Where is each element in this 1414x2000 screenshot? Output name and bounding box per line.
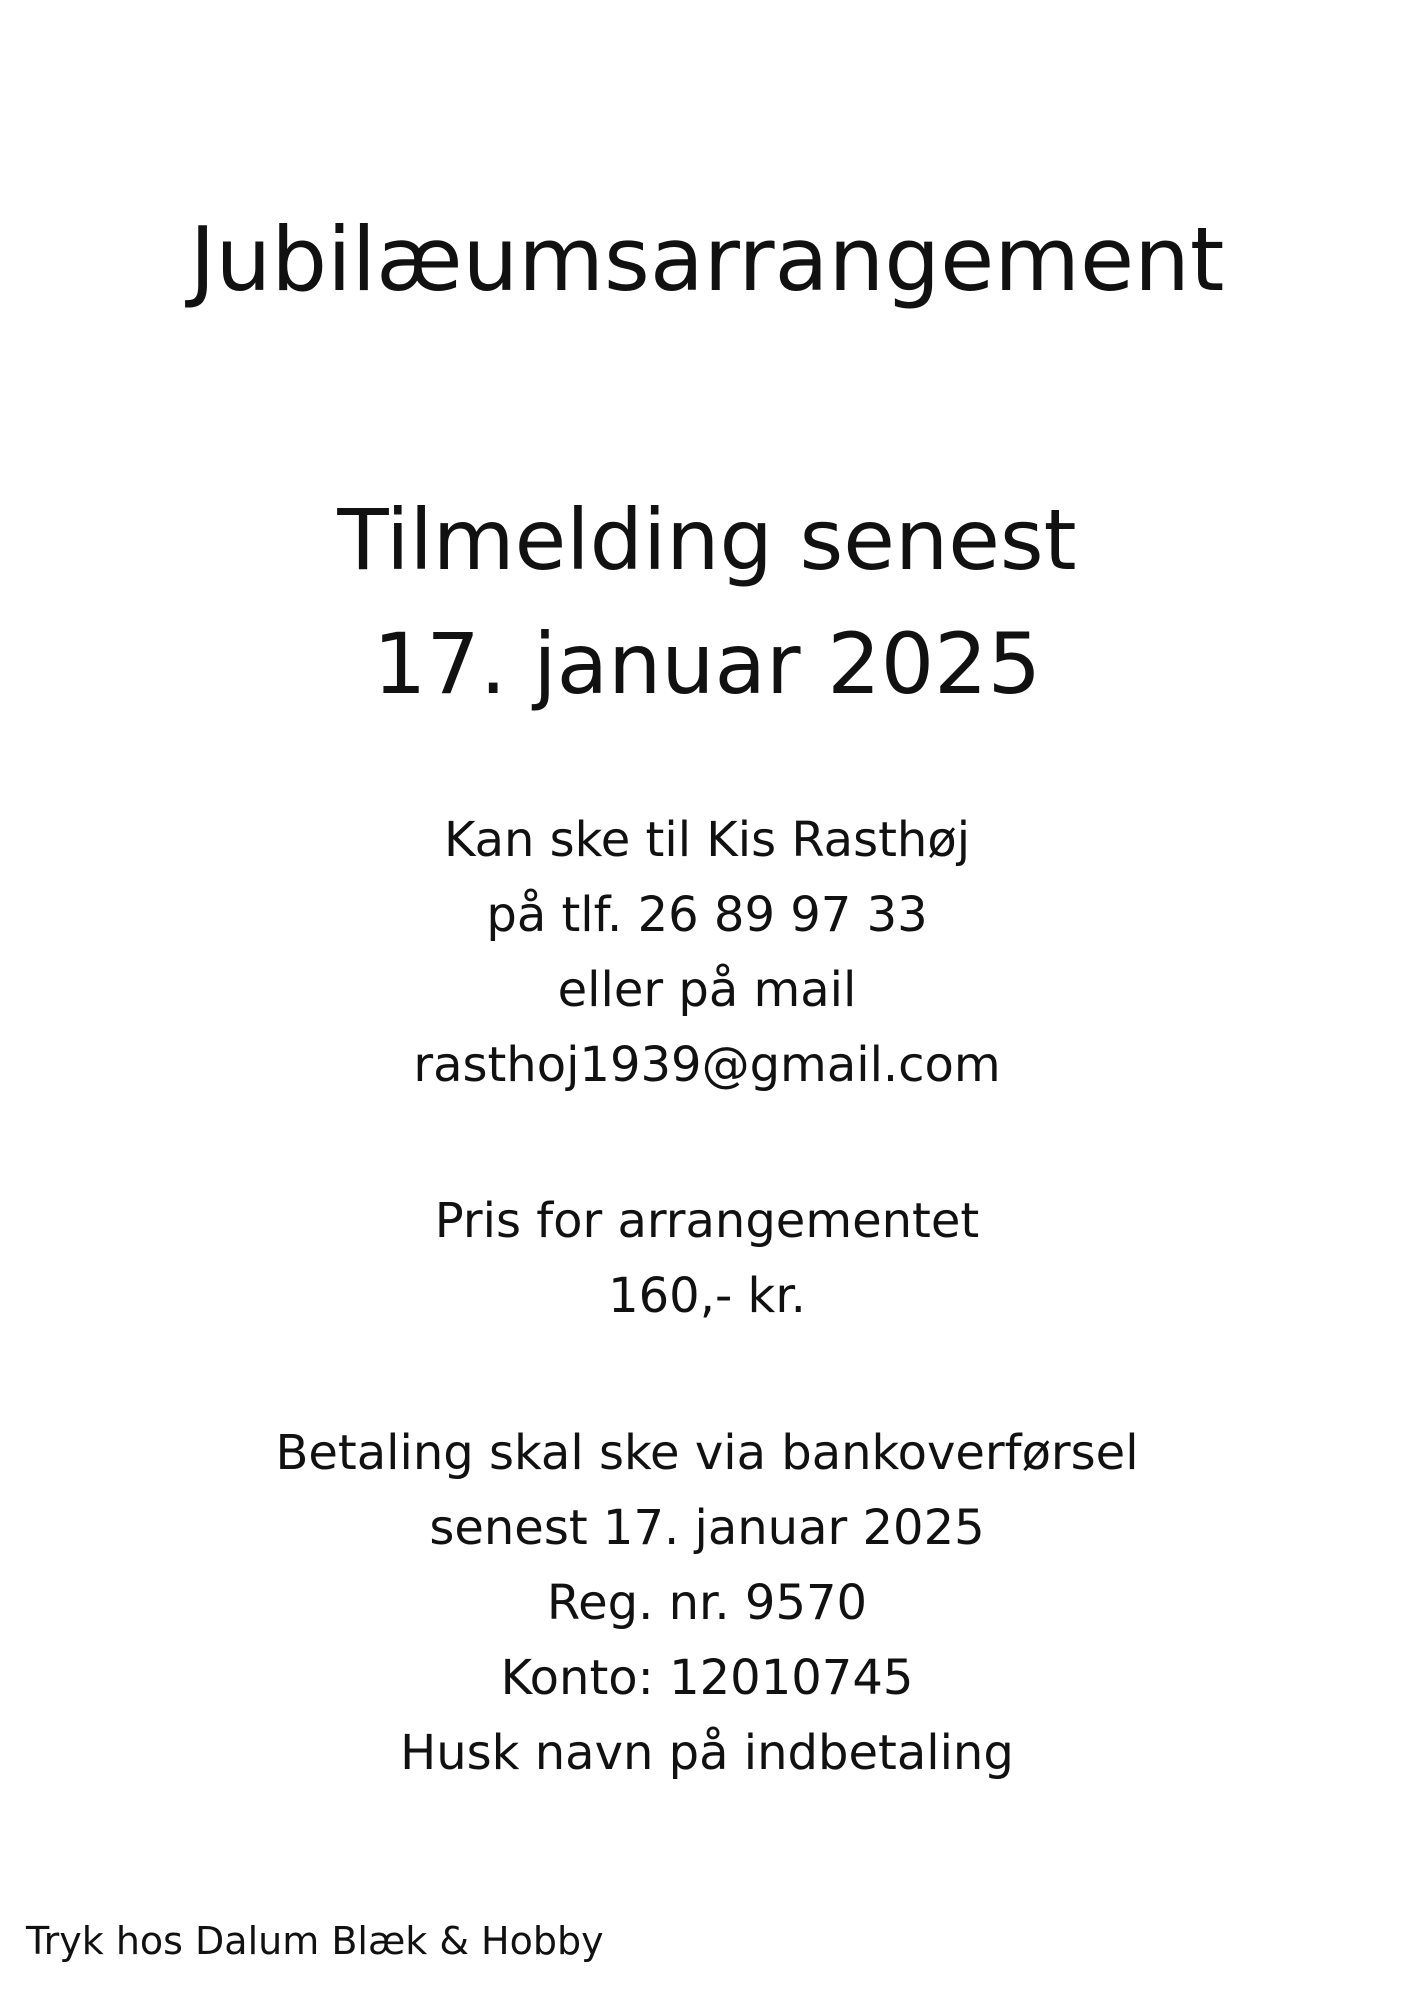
printer-credit: Tryk hos Dalum Blæk & Hobby [26,1919,604,1963]
page-title: Jubilæumsarrangement [189,208,1225,311]
price-amount: 160,- kr. [608,1268,806,1324]
payment-account: Konto: 12010745 [500,1650,914,1706]
payment-deadline: senest 17. januar 2025 [429,1500,985,1556]
payment-reg-nr: Reg. nr. 9570 [546,1575,868,1631]
payment-note: Husk navn på indbetaling [400,1725,1014,1781]
price-label: Pris for arrangementet [434,1193,980,1249]
registration-email: rasthoj1939@gmail.com [413,1037,1001,1093]
payment-method: Betaling skal ske via bankoverførsel [275,1425,1139,1481]
deadline-date: 17. januar 2025 [372,615,1042,713]
registration-mail-label: eller på mail [557,962,857,1018]
deadline-heading: Tilmelding senest [337,491,1077,589]
registration-phone: på tlf. 26 89 97 33 [486,887,928,943]
registration-contact: Kan ske til Kis Rasthøj [443,812,971,868]
